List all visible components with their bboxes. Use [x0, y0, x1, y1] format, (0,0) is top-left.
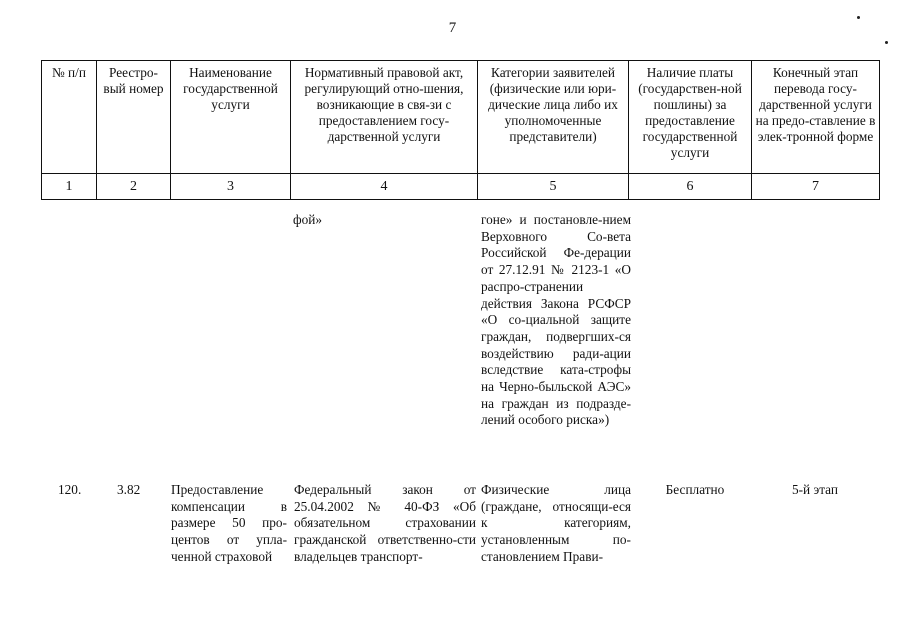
- header-service-name: Наименование государственной услуги: [171, 61, 291, 174]
- column-number-1: 1: [42, 174, 97, 200]
- row-legal-act: Федеральный закон от 25.04.2002 № 40-ФЗ «Об обязательном страховании гражданской ответственно-сти владельцев транспорт-: [294, 482, 476, 564]
- header-registry-number: Реестро-вый номер: [97, 61, 171, 174]
- column-number-7: 7: [752, 174, 880, 200]
- row-service-name: Предоставление компенсации в размере 50 про-центов от упла-ченной страховой: [171, 482, 287, 564]
- column-number-6: 6: [629, 174, 752, 200]
- header-fee: Наличие платы (государствен-ной пошлины) за предоставление государственной услуги: [629, 61, 752, 174]
- header-number: № п/п: [42, 61, 97, 174]
- services-table-header: [41, 60, 880, 200]
- header-legal-act: Нормативный правовой акт, регулирующий отно-шения, возникающие в свя-зи с предоставлением госу-дарственной услуги: [291, 61, 478, 174]
- continuation-applicants: гоне» и постановле-нием Верховного Со-вета Российской Фе-дерации от 27.12.91 № 2123-1 «О распро-странении действия Закона РСФСР «О со-циальной защите граждан, подвергших-ся воздействию ради-ации вследствие ката-строфы на Черно-быльской АЭС» на граждан из подразде-лений особого риска»): [481, 212, 631, 428]
- header-applicant-categories: Категории заявителей (физические или юри-дические лица либо их уполномоченные представители): [478, 61, 629, 174]
- page-number: 7: [448, 20, 457, 36]
- continuation-legal-act: фой»: [293, 212, 323, 227]
- scan-speck: [885, 41, 888, 44]
- row-registry-number: 3.82: [117, 482, 141, 497]
- column-number-4: 4: [291, 174, 478, 200]
- scan-speck: [857, 16, 860, 19]
- header-final-stage: Конечный этап перевода госу-дарственной услуги на предо-ставление в элек-тронной форме: [752, 61, 880, 174]
- row-fee: Бесплатно: [665, 482, 725, 497]
- column-number-3: 3: [171, 174, 291, 200]
- column-number-2: 2: [97, 174, 171, 200]
- row-final-stage: 5-й этап: [791, 482, 839, 497]
- row-applicants: Физические лица (граждане, относящи-еся к категориям, установленным по-становлением Прави-: [481, 482, 631, 564]
- column-number-5: 5: [478, 174, 629, 200]
- row-number: 120.: [58, 482, 82, 497]
